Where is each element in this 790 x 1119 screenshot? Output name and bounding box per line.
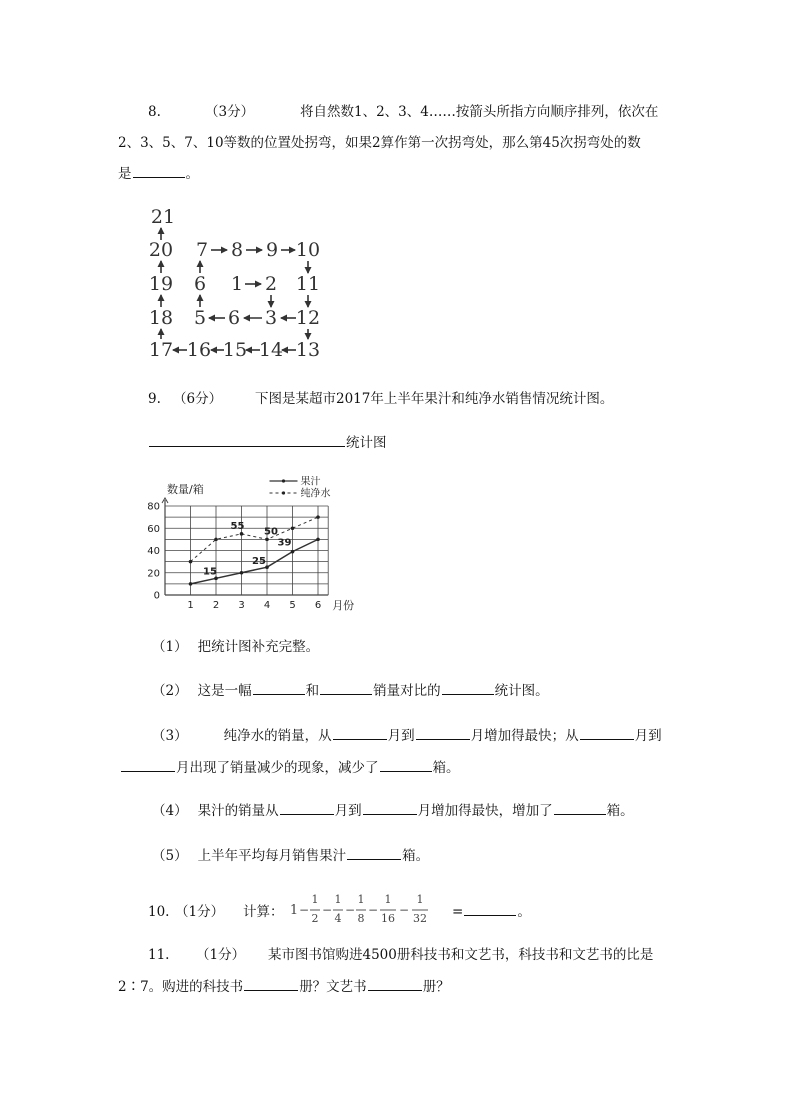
q8-score: （3分）: [205, 104, 255, 120]
formula-den-4: 4: [334, 912, 342, 925]
q9-sub2-blank-3[interactable]: [442, 693, 494, 695]
formula-den-16: 16: [381, 912, 395, 925]
x-tick-label: 2: [212, 600, 220, 611]
q9-sub4-text-b: 月到: [334, 803, 362, 819]
q9-sub2-text-b: 和: [305, 683, 320, 699]
formula-num-4: 1: [334, 893, 342, 906]
q9-sub2-blank-1[interactable]: [253, 693, 305, 695]
data-label: 15: [203, 566, 217, 578]
q8-answer-line: [118, 168, 199, 182]
x-tick-label: 4: [263, 600, 271, 611]
spiral-num-1: 1: [230, 273, 244, 295]
data-point-water: [316, 515, 320, 519]
q9-sub3-blank-5[interactable]: [380, 770, 432, 772]
formula-minus-3: −: [344, 903, 356, 917]
formula-num-8: 1: [357, 893, 365, 906]
q10-end: 。: [517, 904, 531, 920]
q8-number: 8.: [148, 104, 161, 120]
q9-sub3-text-e: 月出现了销量减少的现象，减少了: [176, 760, 379, 776]
formula-minus-5: −: [398, 903, 410, 917]
data-point-juice: [240, 571, 244, 575]
q8-text-line2: 2、3、5、7、10等数的位置处拐弯，如果2算作第一次拐弯处，那么第45次拐弯处的数: [118, 135, 641, 151]
formula-one: 1: [289, 903, 299, 918]
data-point-water: [214, 538, 218, 542]
legend-label-water: 纯净水: [300, 488, 331, 500]
data-point-juice: [189, 582, 193, 586]
q9-sub4-blank-2[interactable]: [363, 813, 417, 815]
spiral-num-20: 20: [148, 239, 174, 261]
q9-sub3-text-a: 纯净水的销量，从: [223, 728, 332, 744]
q9-sub3-text-b: 月到: [387, 728, 415, 744]
q9-sub3-text-d: 月到: [634, 728, 662, 744]
q9-sub5: [152, 850, 429, 864]
q9-sub3-line2: [120, 762, 460, 776]
q9-sub3-blank-4[interactable]: [121, 770, 175, 772]
q9-sub3-blank-2[interactable]: [416, 738, 470, 740]
spiral-num-18: 18: [148, 307, 174, 329]
q9-sub5-text-b: 箱。: [402, 848, 430, 864]
q9-sub2-blank-2[interactable]: [320, 693, 372, 695]
y-tick-label: 60: [147, 523, 160, 535]
q9-sub3-blank-3[interactable]: [580, 738, 634, 740]
data-point-water: [240, 532, 244, 536]
spiral-num-13: 13: [295, 339, 321, 361]
spiral-num-12: 12: [295, 307, 321, 329]
spiral-num-9: 9: [265, 239, 279, 261]
spiral-num-6: 6: [193, 273, 207, 295]
x-tick-label: 6: [314, 600, 322, 611]
q10-equals: =: [452, 904, 464, 920]
q11-text-line1: 某市图书馆购进4500册科技书和文艺书，科技书和文艺书的比是: [268, 947, 654, 963]
data-label: 50: [264, 526, 278, 538]
x-axis-title: 月份: [332, 599, 355, 612]
q9-sub2-text-a: 这是一幅: [197, 683, 252, 699]
q9-chart-title-line: [148, 437, 387, 451]
q10-answer-blank[interactable]: [464, 914, 516, 916]
q10-score: （1分）: [175, 904, 225, 920]
formula-num-16: 1: [384, 893, 392, 906]
spiral-num-17: 17: [148, 339, 174, 361]
y-tick-label: 40: [147, 546, 160, 557]
q8-answer-blank[interactable]: [133, 176, 185, 178]
q9-sub3-num: （3）: [152, 728, 188, 744]
q9-title-blank[interactable]: [149, 445, 345, 447]
q9-sub3-blank-1[interactable]: [333, 738, 387, 740]
q9-sub4-text-a: 果汁的销量从: [197, 803, 279, 819]
formula-minus-4: −: [367, 903, 379, 917]
y-tick-label: 20: [147, 568, 160, 580]
q9-sub5-text-a: 上半年平均每月销售果汁: [197, 848, 347, 864]
data-label: 55: [230, 520, 245, 532]
q11-text-c: 册？: [422, 979, 450, 995]
spiral-num-19: 19: [148, 273, 174, 295]
q9-sub3-line1: [152, 730, 662, 744]
q9-sub1: [152, 641, 319, 655]
q11-blank-2[interactable]: [368, 989, 422, 991]
q9-sub2-text-c: 销量对比的: [373, 683, 441, 699]
q9-sub4-text-c: 月增加得最快，增加了: [417, 803, 553, 819]
q9-number: 9.: [148, 391, 161, 407]
q9-sub5-blank[interactable]: [347, 858, 401, 860]
spiral-num-11: 11: [295, 273, 321, 295]
q8-text-suffix: 。: [185, 166, 199, 182]
spiral-num-16: 16: [186, 339, 212, 361]
q11-text-line2: [118, 981, 450, 995]
q10-formula: [288, 888, 448, 932]
data-point-juice: [316, 538, 320, 542]
data-point-water: [265, 538, 269, 542]
spiral-num-14: 14: [258, 339, 284, 361]
spiral-num-8: 8: [230, 239, 244, 261]
q9-sub2: [152, 685, 549, 699]
x-tick-label: 5: [289, 600, 296, 611]
spiral-num-5: 5: [193, 307, 207, 329]
q9-sub4-text-d: 箱。: [606, 803, 634, 819]
y-tick-label: 0: [153, 590, 160, 602]
formula-den-8: 8: [357, 912, 365, 925]
data-point-water: [189, 560, 193, 564]
x-tick-label: 1: [187, 600, 194, 611]
q8-text-line1: 将自然数1、2、3、4……按箭头所指方向顺序排列，依次在: [300, 104, 659, 120]
formula-den-32: 32: [413, 912, 427, 925]
formula-den-2: 2: [311, 912, 319, 925]
spiral-num-15: 15: [222, 339, 248, 361]
q9-sub4-num: （4）: [152, 803, 188, 819]
q9-sub4-blank-3[interactable]: [554, 813, 606, 815]
formula-num-32: 1: [416, 893, 424, 906]
spiral-num-21: 21: [150, 206, 176, 228]
q9-sub1-num: （1）: [152, 639, 188, 655]
q10-answer: [452, 906, 531, 920]
y-axis-title: 数量/箱: [167, 483, 204, 496]
q9-sub5-num: （5）: [152, 848, 188, 864]
data-label: 39: [277, 537, 292, 549]
q8-text-prefix: 是: [118, 166, 132, 182]
sales-line-chart: [140, 472, 380, 617]
spiral-num-6: 6: [227, 307, 241, 329]
q11-number: 11.: [148, 947, 170, 963]
q11-score: （1分）: [196, 947, 246, 963]
formula-num-2: 1: [311, 893, 319, 906]
q10-label: 计算：: [243, 904, 284, 920]
q9-sub2-text-d: 统计图。: [494, 683, 549, 699]
y-tick-label: 80: [147, 501, 160, 513]
spiral-num-10: 10: [295, 239, 321, 261]
q9-sub2-num: （2）: [152, 683, 188, 699]
data-label: 25: [252, 556, 266, 568]
q9-sub3-text-f: 箱。: [432, 760, 460, 776]
legend-marker-water: [282, 491, 285, 494]
data-point-water: [291, 526, 295, 530]
data-point-juice: [291, 550, 295, 554]
legend-label-juice: 果汁: [300, 476, 321, 488]
formula-minus-1: −: [298, 903, 310, 917]
q9-sub4-blank-1[interactable]: [280, 813, 334, 815]
formula-minus-2: −: [321, 903, 333, 917]
q9-title-suffix: 统计图: [346, 435, 387, 451]
q11-text-b: 册？文艺书: [299, 979, 367, 995]
x-tick-label: 3: [238, 600, 245, 611]
number-spiral-figure: [145, 206, 335, 366]
q9-sub3-text-c: 月增加得最快；从: [470, 728, 579, 744]
spiral-num-7: 7: [195, 239, 209, 261]
q9-sub1-text: 把统计图补充完整。: [197, 639, 320, 655]
q11-blank-1[interactable]: [244, 989, 298, 991]
spiral-num-3: 3: [264, 307, 278, 329]
q11-text-a: 2∶7。购进的科技书: [118, 979, 244, 995]
spiral-num-2: 2: [264, 273, 278, 295]
q9-score: （6分）: [173, 391, 223, 407]
legend-marker-juice: [282, 479, 285, 482]
q9-text: 下图是某超市2017年上半年果汁和纯净水销售情况统计图。: [255, 391, 614, 407]
q9-sub4: [152, 805, 634, 819]
q10-number: 10.: [148, 904, 170, 920]
